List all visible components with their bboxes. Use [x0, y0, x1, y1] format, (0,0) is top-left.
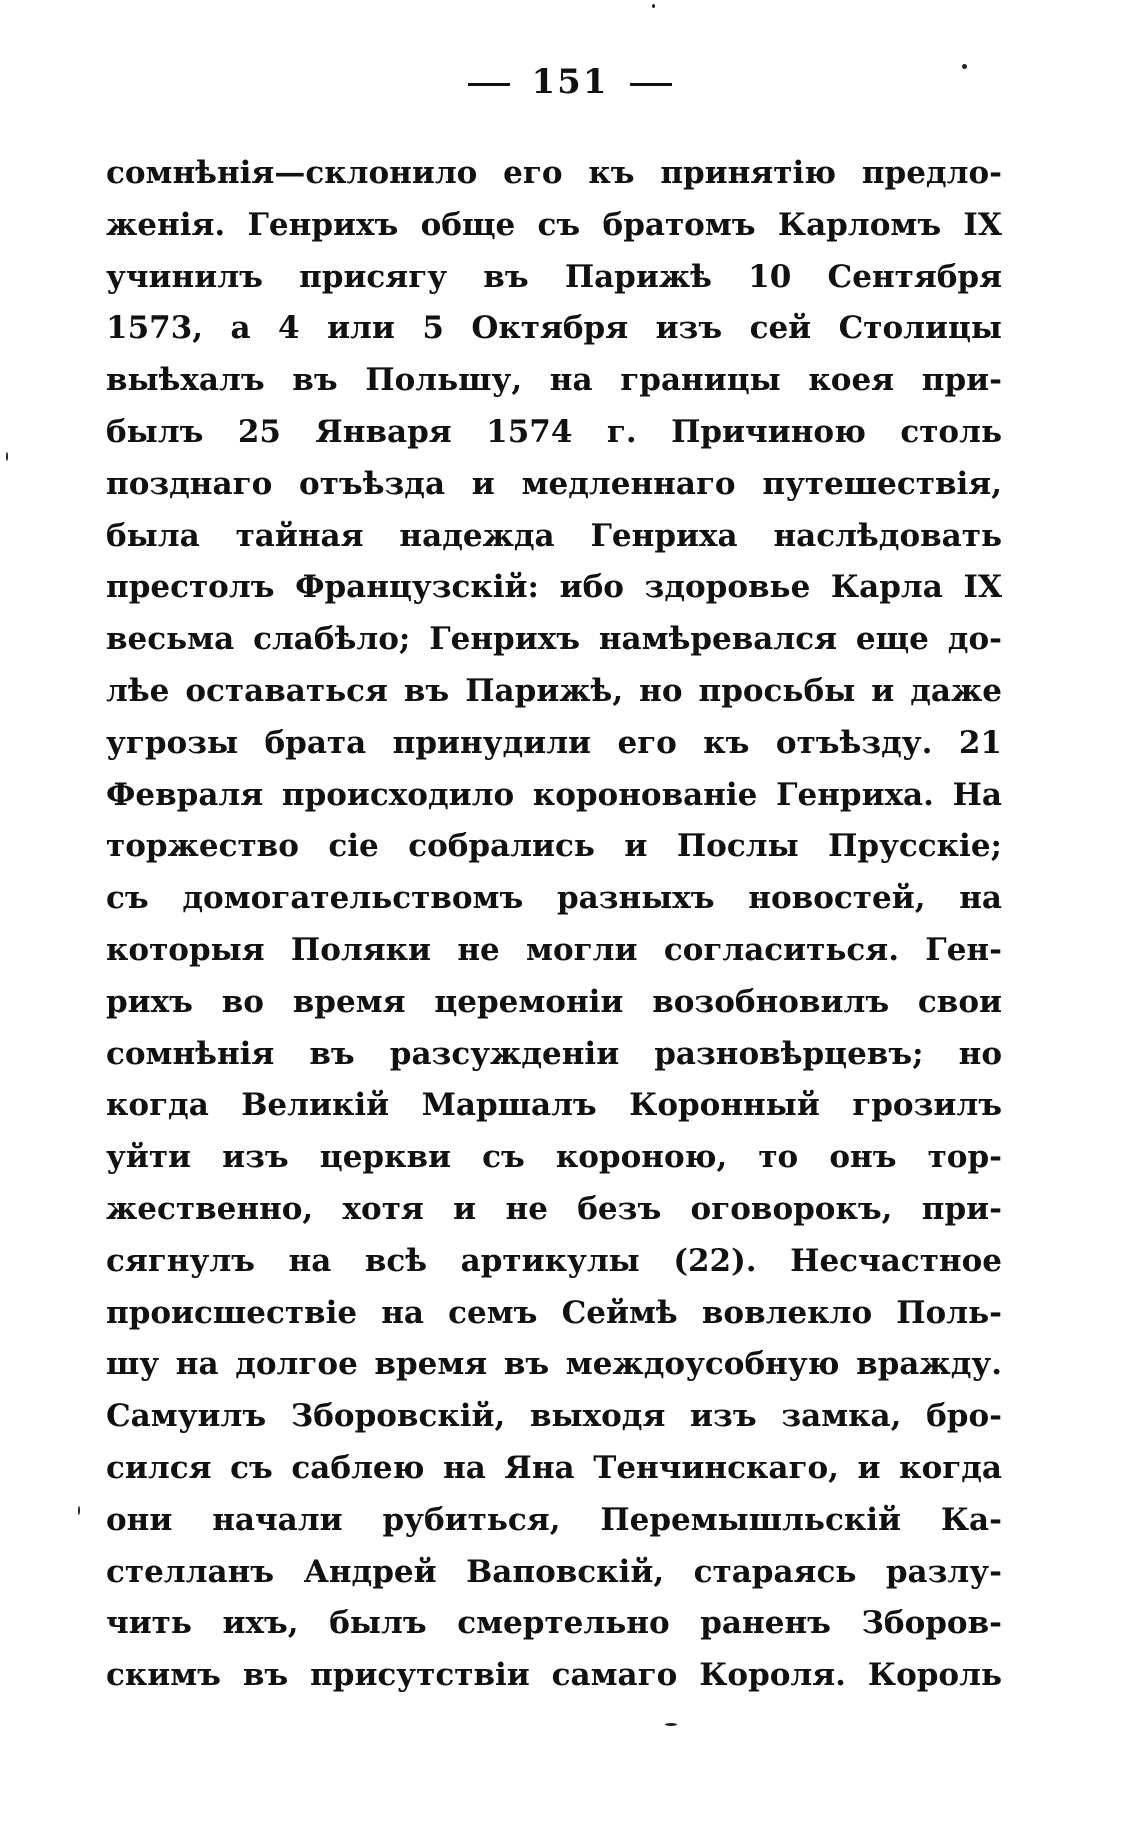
text-line: торжество сіе собрались и Послы Прусскіе; — [106, 828, 1002, 865]
text-line: весьма слабѣло; Генрихъ намѣревался еще до- — [106, 621, 1002, 658]
text-line: былъ 25 Января 1574 г. Причиною столь — [106, 413, 1002, 450]
ink-speck — [665, 1723, 677, 1726]
text-line: сился съ саблею на Яна Тенчинскаго, и когда — [106, 1449, 1002, 1486]
text-line: женія. Генрихъ обще съ братомъ Карломъ IX — [106, 206, 1002, 243]
text-line: когда Великій Маршалъ Коронный грозилъ — [106, 1087, 1002, 1124]
text-line: была тайная надежда Генриха наслѣдовать — [106, 517, 1002, 554]
text-line: сомнѣнія въ разсужденіи разновѣрцевъ; но — [106, 1035, 1002, 1072]
page-number-value: 151 — [531, 62, 609, 102]
text-line: чить ихъ, былъ смертельно раненъ Зборов- — [106, 1605, 1002, 1642]
text-line: сягнулъ на всѣ артикулы (22). Несчастное — [106, 1242, 1002, 1279]
text-line: стелланъ Андрей Ваповскій, стараясь разлу- — [106, 1553, 1002, 1590]
page-number-dash-right — [630, 83, 672, 86]
page-number — [0, 62, 1140, 102]
text-line: престолъ Французскій: ибо здоровье Карла IX — [106, 569, 1002, 606]
text-line: скимъ въ присутствіи самаго Короля. Король — [106, 1657, 1002, 1694]
text-line: позднаго отъѣзда и медленнаго путешествія, — [106, 465, 1002, 502]
text-line: 1573, а 4 или 5 Октября изъ сей Столицы — [106, 310, 1002, 347]
text-line: сомнѣнія—склонило его къ принятію предло- — [106, 155, 1002, 191]
text-line: которыя Поляки не могли согласиться. Ген- — [106, 931, 1002, 968]
text-line: выѣхалъ въ Польшу, на границы коея при- — [106, 362, 1002, 399]
page-number-dash-left — [468, 83, 510, 86]
text-line: уйти изъ церкви съ короною, то онъ тор- — [106, 1139, 1002, 1176]
text-line: шу на долгое время въ междоусобную вражду. — [106, 1346, 1002, 1383]
body-text — [106, 148, 1002, 1702]
ink-speck — [6, 452, 8, 461]
text-line: они начали рубиться, Перемышльскій Ка- — [106, 1501, 1002, 1538]
text-line: Февраля происходило коронованіе Генриха. На — [106, 776, 1002, 813]
text-line: происшествіе на семъ Сеймѣ вовлекло Поль- — [106, 1294, 1002, 1331]
ink-speck — [78, 1506, 80, 1515]
ink-speck — [652, 4, 655, 8]
text-line: съ домогательствомъ разныхъ новостей, на — [106, 880, 1002, 917]
text-line: учинилъ присягу въ Парижѣ 10 Сентября — [106, 258, 1002, 295]
text-line: Самуилъ Зборовскій, выходя изъ замка, бро- — [106, 1398, 1002, 1435]
text-line: угрозы брата принудили его къ отъѣзду. 21 — [106, 724, 1002, 761]
text-line: жественно, хотя и не безъ оговорокъ, при- — [106, 1190, 1002, 1227]
text-line: лѣе оставаться въ Парижѣ, но просьбы и даже — [106, 672, 1002, 709]
text-line: рихъ во время церемоніи возобновилъ свои — [106, 983, 1002, 1020]
